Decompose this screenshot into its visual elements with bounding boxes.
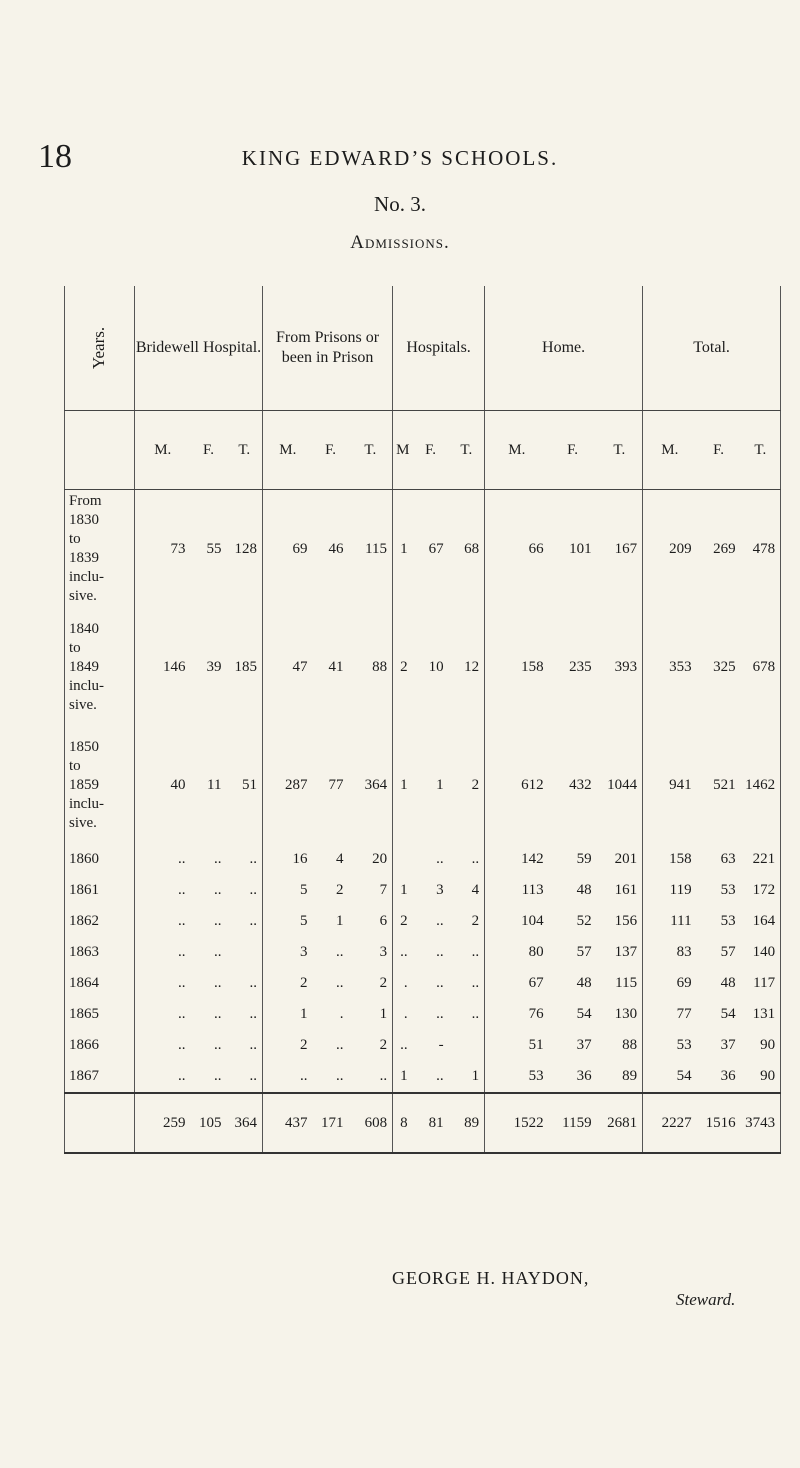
table-cell: 113	[521, 882, 544, 898]
page-number: 18	[38, 138, 72, 175]
year-label: 1860	[65, 844, 135, 875]
table-cell: 119	[669, 882, 692, 898]
table-cell: 221	[741, 844, 781, 875]
table-cell: 3	[436, 882, 444, 898]
table-cell: ..	[400, 1037, 408, 1053]
table-cell: ..	[436, 851, 444, 867]
table-cell: 115	[597, 968, 643, 999]
period-label-line: sive.	[69, 588, 97, 604]
table-cell: 608	[349, 1093, 393, 1153]
table-cell: 269	[713, 540, 736, 557]
table-cell: 73	[170, 540, 186, 557]
period-label-line: 1859	[69, 776, 99, 793]
table-cell: 1522	[485, 1093, 549, 1153]
table-cell: 185	[227, 608, 263, 726]
table-cell: 37	[720, 1037, 736, 1053]
table-cell: 437	[263, 1093, 313, 1153]
table-cell: 1	[336, 913, 344, 929]
table-cell: ..	[227, 875, 263, 906]
period-label-line: to	[69, 757, 81, 774]
table-cell: ..	[178, 975, 186, 991]
table-cell: 52	[576, 913, 592, 929]
table-cell: 3	[300, 944, 308, 960]
table-cell: 1044	[597, 726, 643, 844]
period-row	[65, 490, 781, 609]
table-cell	[393, 844, 413, 875]
prisons-header: From Prisons or been in Prison	[263, 286, 393, 411]
admissions-table	[64, 286, 781, 1154]
subheader: F.	[313, 411, 349, 490]
subheader: M	[393, 411, 413, 490]
table-cell: ..	[227, 1061, 263, 1093]
table-cell: 941	[669, 776, 692, 793]
years-subheader	[65, 411, 135, 490]
year-row	[65, 999, 781, 1030]
table-cell: ..	[336, 944, 344, 960]
year-label: 1866	[65, 1030, 135, 1061]
subheader: F.	[549, 411, 597, 490]
year-label: 1862	[65, 906, 135, 937]
table-cell: 612	[521, 776, 544, 793]
table-cell: 111	[670, 913, 692, 929]
table-cell: ..	[449, 844, 485, 875]
table-cell: ..	[178, 851, 186, 867]
year-label: 1867	[65, 1061, 135, 1093]
table-cell: 90	[741, 1061, 781, 1093]
subheader: M.	[135, 411, 191, 490]
table-cell: ..	[336, 1037, 344, 1053]
table-cell: 1	[300, 1006, 308, 1022]
year-label: 1863	[65, 937, 135, 968]
table-cell: 20	[349, 844, 393, 875]
year-row	[65, 1061, 781, 1093]
table-cell: 4	[336, 851, 344, 867]
table-cell: 48	[576, 882, 592, 898]
table-cell: 142	[521, 851, 544, 867]
table-cell: 7	[349, 875, 393, 906]
period-label	[65, 726, 135, 844]
table-cell: .	[403, 975, 408, 991]
subheader: F.	[413, 411, 449, 490]
table-cell: 2227	[643, 1093, 697, 1153]
table-cell: ..	[400, 944, 408, 960]
table-cell: 140	[741, 937, 781, 968]
period-label	[65, 608, 135, 726]
table-cell: 12	[449, 608, 485, 726]
table-cell: 115	[349, 490, 393, 609]
period-label-line: inclu-	[69, 795, 104, 812]
table-cell: ..	[227, 1030, 263, 1061]
table-cell: 521	[713, 776, 736, 793]
table-cell: 39	[206, 658, 222, 675]
table-cell: 54	[720, 1006, 736, 1022]
table-cell: ..	[300, 1068, 308, 1084]
table-cell: 3743	[741, 1093, 781, 1153]
document-title: Admissions.	[350, 232, 450, 253]
table-body	[65, 490, 781, 1154]
period-label-line: to	[69, 531, 81, 547]
table-cell: 5	[300, 882, 308, 898]
table-cell: ..	[178, 882, 186, 898]
table-cell: 51	[227, 726, 263, 844]
hospitals-header: Hospitals.	[393, 286, 485, 411]
table-cell: 1462	[741, 726, 781, 844]
period-label-line: From	[69, 493, 102, 509]
subheader: T.	[349, 411, 393, 490]
admissions-table-wrapper	[64, 286, 780, 1154]
document-number: No. 3.	[374, 192, 426, 216]
table-cell: 37	[576, 1037, 592, 1053]
table-cell: 209	[669, 540, 692, 557]
year-label: 1864	[65, 968, 135, 999]
table-cell: 2	[349, 1030, 393, 1061]
table-cell: ..	[214, 1037, 222, 1053]
table-cell: 1	[400, 882, 408, 898]
table-cell: 55	[206, 540, 222, 557]
table-cell: 158	[669, 851, 692, 867]
table-cell: ..	[178, 1006, 186, 1022]
table-cell: 80	[528, 944, 544, 960]
table-cell: 53	[528, 1068, 544, 1084]
table-cell: 478	[741, 490, 781, 609]
table-cell: 2	[300, 975, 308, 991]
table-cell: 76	[528, 1006, 544, 1022]
table-cell: ..	[436, 975, 444, 991]
table-cell: 287	[285, 776, 308, 793]
table-cell: 41	[328, 658, 344, 675]
table-cell: ..	[449, 937, 485, 968]
table-cell: 2	[400, 913, 408, 929]
table-cell: 53	[720, 913, 736, 929]
subheader: M.	[263, 411, 313, 490]
table-cell: ..	[178, 1068, 186, 1084]
table-cell: 40	[170, 776, 186, 793]
subheader: M.	[485, 411, 549, 490]
table-cell: 137	[597, 937, 643, 968]
table-cell: ..	[214, 975, 222, 991]
table-cell: 1516	[697, 1093, 741, 1153]
table-cell: 105	[191, 1093, 227, 1153]
table-cell: ..	[436, 1006, 444, 1022]
period-label-line: 1850	[69, 738, 99, 755]
table-cell: 88	[349, 608, 393, 726]
table-cell: ..	[214, 851, 222, 867]
table-cell: -	[438, 1037, 444, 1053]
subheader: T.	[597, 411, 643, 490]
table-cell: 53	[720, 882, 736, 898]
table-cell: 164	[741, 906, 781, 937]
table-cell: ..	[178, 944, 186, 960]
year-row	[65, 906, 781, 937]
table-cell: 54	[676, 1068, 692, 1084]
table-cell: 101	[569, 540, 592, 557]
table-cell: 10	[428, 658, 444, 675]
sub-header-row	[65, 411, 781, 490]
table-cell: 48	[720, 975, 736, 991]
table-cell: 59	[576, 851, 592, 867]
table-cell: 171	[313, 1093, 349, 1153]
table-cell: 364	[227, 1093, 263, 1153]
table-cell: 81	[413, 1093, 449, 1153]
table-cell: 2	[449, 726, 485, 844]
table-cell: .	[403, 1006, 408, 1022]
year-row	[65, 844, 781, 875]
period-label-line: to	[69, 639, 81, 656]
subheader: F.	[697, 411, 741, 490]
table-cell: ..	[227, 999, 263, 1030]
table-cell: 172	[741, 875, 781, 906]
table-cell: 1	[436, 776, 444, 793]
table-cell: 66	[528, 540, 544, 557]
table-cell	[449, 1030, 485, 1061]
table-cell	[227, 937, 263, 968]
table-cell: 16	[292, 851, 308, 867]
table-cell: ..	[214, 944, 222, 960]
table-cell: 2	[400, 658, 408, 675]
table-cell: 2	[349, 968, 393, 999]
table-cell: ..	[436, 944, 444, 960]
year-row	[65, 875, 781, 906]
table-cell: 158	[521, 658, 544, 675]
period-label-line: 1830	[69, 512, 99, 528]
totals-label	[65, 1093, 135, 1153]
period-label-line: inclu-	[69, 677, 104, 694]
table-cell: ..	[214, 1068, 222, 1084]
table-cell: 1	[400, 776, 408, 793]
table-cell: 68	[449, 490, 485, 609]
period-label-line: inclu-	[69, 569, 104, 585]
table-cell: ..	[436, 1068, 444, 1084]
table-cell: 69	[676, 975, 692, 991]
table-cell: 36	[720, 1068, 736, 1084]
subheader: T.	[741, 411, 781, 490]
year-row	[65, 937, 781, 968]
table-cell: ..	[336, 975, 344, 991]
table-cell: ..	[449, 999, 485, 1030]
table-cell: 53	[676, 1037, 692, 1053]
period-row	[65, 608, 781, 726]
signature-title: Steward.	[676, 1290, 736, 1309]
table-cell: 11	[207, 776, 222, 793]
table-cell: 393	[597, 608, 643, 726]
table-cell: 89	[449, 1093, 485, 1153]
table-cell: 128	[227, 490, 263, 609]
table-cell: 2681	[597, 1093, 643, 1153]
table-cell: 51	[528, 1037, 544, 1053]
table-cell: 161	[597, 875, 643, 906]
table-cell: ..	[178, 913, 186, 929]
table-cell: 2	[336, 882, 344, 898]
table-cell: 48	[576, 975, 592, 991]
table-cell: ..	[214, 1006, 222, 1022]
table-cell: 83	[676, 944, 692, 960]
table-cell: ..	[436, 913, 444, 929]
table-cell: 131	[741, 999, 781, 1030]
period-row	[65, 726, 781, 844]
table-cell: 678	[741, 608, 781, 726]
table-cell: ..	[227, 844, 263, 875]
table-cell: 1	[449, 1061, 485, 1093]
table-cell: 235	[569, 658, 592, 675]
table-cell: ..	[336, 1068, 344, 1084]
table-cell: ..	[214, 913, 222, 929]
table-cell: 259	[135, 1093, 191, 1153]
table-cell: 130	[597, 999, 643, 1030]
running-head: KING EDWARD’S SCHOOLS.	[241, 146, 559, 170]
period-label-line: sive.	[69, 696, 97, 713]
period-label-line: sive.	[69, 814, 97, 831]
year-row	[65, 968, 781, 999]
table-cell: 1	[349, 999, 393, 1030]
table-cell: 1	[400, 1068, 408, 1084]
total-header: Total.	[643, 286, 781, 411]
table-cell: 4	[449, 875, 485, 906]
table-cell: 201	[597, 844, 643, 875]
period-label-line: 1849	[69, 658, 99, 675]
period-label-line: 1840	[69, 620, 99, 637]
table-cell: ..	[227, 968, 263, 999]
subheader: F.	[191, 411, 227, 490]
table-cell: 364	[349, 726, 393, 844]
subheader: M.	[643, 411, 697, 490]
table-cell: 47	[292, 658, 308, 675]
home-header: Home.	[485, 286, 643, 411]
table-cell: 46	[328, 540, 344, 557]
totals-row	[65, 1093, 781, 1153]
table-cell: 88	[597, 1030, 643, 1061]
table-cell: 167	[597, 490, 643, 609]
table-cell: 36	[576, 1068, 592, 1084]
signature-name: GEORGE H. HAYDON,	[392, 1268, 590, 1288]
table-cell: ..	[178, 1037, 186, 1053]
year-row	[65, 1030, 781, 1061]
table-cell: 77	[328, 776, 344, 793]
group-header-row	[65, 286, 781, 411]
table-cell: 90	[741, 1030, 781, 1061]
period-label	[65, 490, 135, 609]
table-cell: 104	[521, 913, 544, 929]
table-cell: 69	[292, 540, 308, 557]
table-cell: ..	[227, 906, 263, 937]
table-cell: 77	[676, 1006, 692, 1022]
table-cell: 146	[163, 658, 186, 675]
table-cell: 432	[569, 776, 592, 793]
table-cell: 6	[349, 906, 393, 937]
year-label: 1861	[65, 875, 135, 906]
table-cell: 1	[400, 540, 408, 557]
table-cell: ..	[214, 882, 222, 898]
table-cell: ..	[449, 968, 485, 999]
table-cell: 54	[576, 1006, 592, 1022]
table-cell: ..	[349, 1061, 393, 1093]
table-cell: 325	[713, 658, 736, 675]
table-cell: 156	[597, 906, 643, 937]
bridewell-header: Bridewell Hospital.	[135, 286, 263, 411]
table-cell: 63	[720, 851, 736, 867]
subheader: T.	[227, 411, 263, 490]
table-cell: 89	[597, 1061, 643, 1093]
year-label: 1865	[65, 999, 135, 1030]
table-cell: .	[339, 1006, 344, 1022]
table-cell: 117	[741, 968, 781, 999]
table-cell: 1159	[549, 1093, 597, 1153]
table-cell: 3	[349, 937, 393, 968]
table-cell: 57	[720, 944, 736, 960]
table-cell: 8	[393, 1093, 413, 1153]
subheader: T.	[449, 411, 485, 490]
table-cell: 353	[669, 658, 692, 675]
table-cell: 5	[300, 913, 308, 929]
table-cell: 67	[428, 540, 444, 557]
table-cell: 57	[576, 944, 592, 960]
period-label-line: 1839	[69, 550, 99, 566]
table-cell: 67	[528, 975, 544, 991]
years-header: Years.	[65, 286, 135, 411]
table-cell: 2	[449, 906, 485, 937]
table-cell: 2	[300, 1037, 308, 1053]
